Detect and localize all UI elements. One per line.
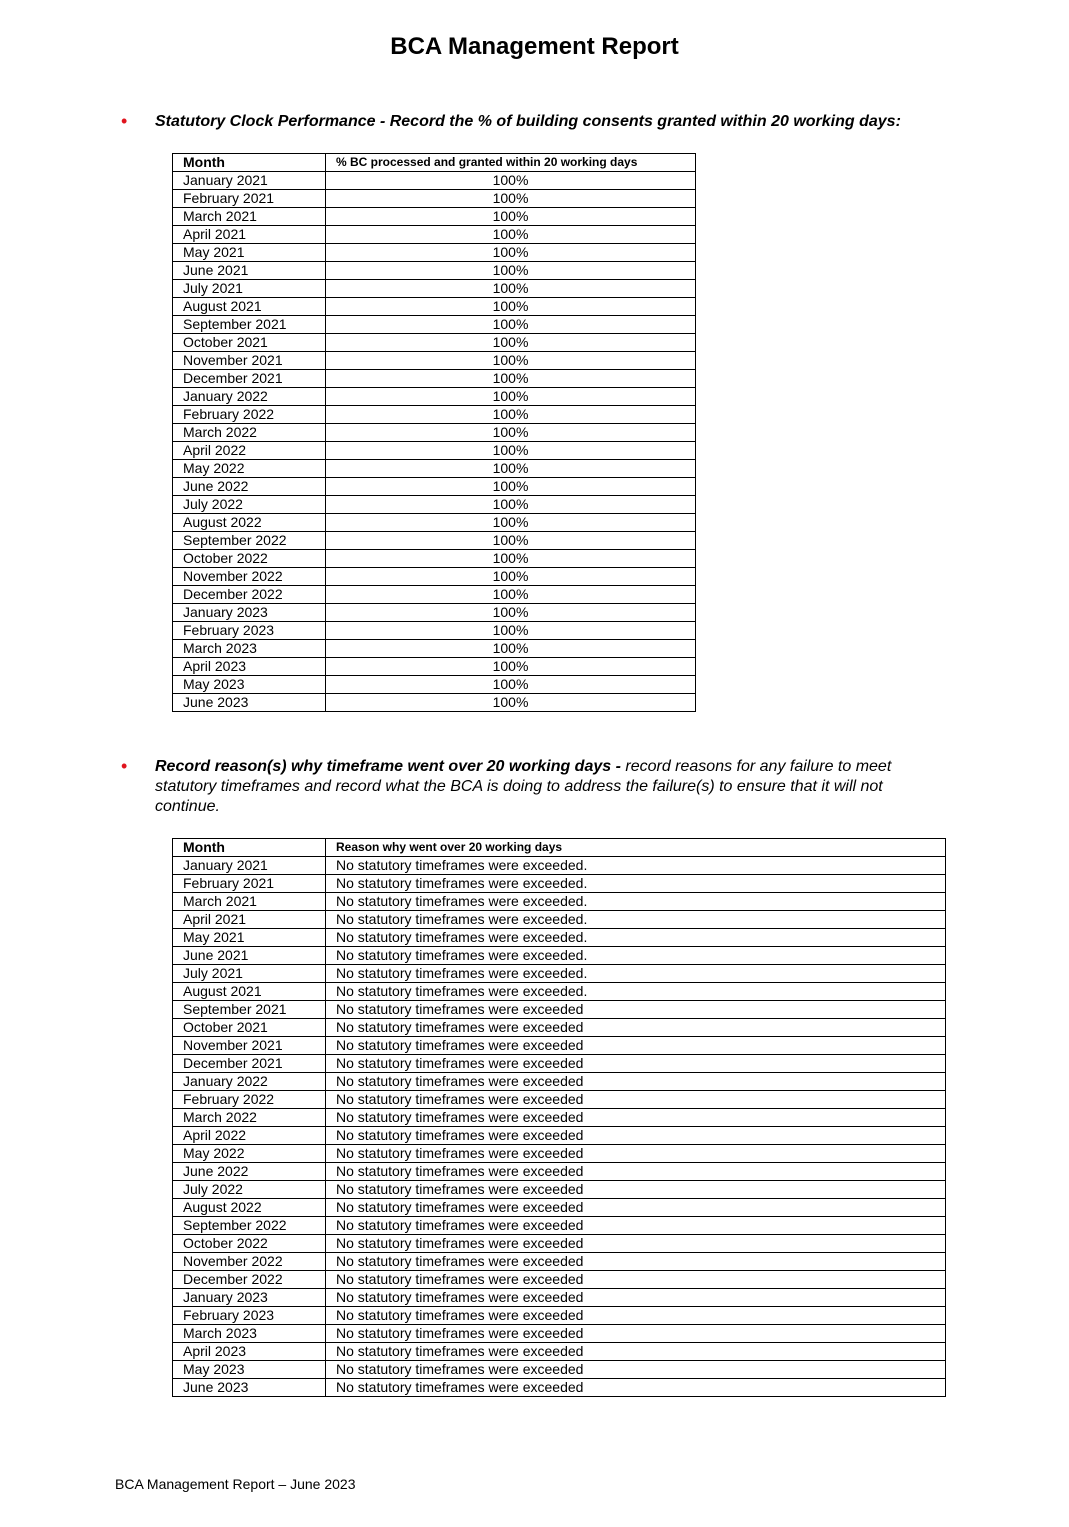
month-cell: April 2022 (173, 442, 326, 460)
percent-cell: 100% (326, 514, 696, 532)
column-header-reason: Reason why went over 20 working days (326, 839, 946, 857)
percent-cell: 100% (326, 280, 696, 298)
percent-cell: 100% (326, 208, 696, 226)
table-row (173, 1091, 946, 1109)
reason-cell: No statutory timeframes were exceeded. (326, 947, 946, 965)
month-cell: June 2022 (173, 478, 326, 496)
table-row (173, 208, 696, 226)
month-cell: January 2022 (173, 388, 326, 406)
month-cell: May 2023 (173, 676, 326, 694)
table-row (173, 694, 696, 712)
percent-cell: 100% (326, 550, 696, 568)
bullet-icon: • (121, 111, 128, 131)
table-row (173, 929, 946, 947)
performance-table-body (173, 172, 696, 712)
table-row (173, 604, 696, 622)
table-row (173, 911, 946, 929)
month-cell: February 2022 (173, 1091, 326, 1109)
reason-cell: No statutory timeframes were exceeded (326, 1073, 946, 1091)
table-row (173, 1361, 946, 1379)
percent-cell: 100% (326, 640, 696, 658)
page-footer: BCA Management Report – June 2023 (115, 1476, 356, 1492)
month-cell: March 2023 (173, 1325, 326, 1343)
reason-cell: No statutory timeframes were exceeded (326, 1109, 946, 1127)
percent-cell: 100% (326, 316, 696, 334)
reason-cell: No statutory timeframes were exceeded (326, 1127, 946, 1145)
percent-cell: 100% (326, 406, 696, 424)
reason-cell: No statutory timeframes were exceeded (326, 1379, 946, 1397)
table-row (173, 190, 696, 208)
month-cell: March 2021 (173, 893, 326, 911)
reason-cell: No statutory timeframes were exceeded (326, 1289, 946, 1307)
table-row (173, 857, 946, 875)
month-cell: February 2023 (173, 1307, 326, 1325)
table-row (173, 442, 696, 460)
table-row (173, 550, 696, 568)
month-cell: June 2022 (173, 1163, 326, 1181)
table-row (173, 460, 696, 478)
percent-cell: 100% (326, 568, 696, 586)
month-cell: October 2021 (173, 1019, 326, 1037)
table-row (173, 532, 696, 550)
percent-cell: 100% (326, 478, 696, 496)
month-cell: January 2023 (173, 604, 326, 622)
month-cell: December 2022 (173, 586, 326, 604)
table-row (173, 1055, 946, 1073)
table-row (173, 424, 696, 442)
month-cell: September 2022 (173, 532, 326, 550)
table-row (173, 352, 696, 370)
month-cell: June 2021 (173, 947, 326, 965)
reason-cell: No statutory timeframes were exceeded (326, 1271, 946, 1289)
table-row (173, 514, 696, 532)
month-cell: March 2023 (173, 640, 326, 658)
table-row (173, 280, 696, 298)
month-cell: February 2021 (173, 190, 326, 208)
percent-cell: 100% (326, 424, 696, 442)
month-cell: March 2021 (173, 208, 326, 226)
table-header-row (173, 839, 946, 857)
table-row (173, 1109, 946, 1127)
table-row (173, 1163, 946, 1181)
reasons-table (172, 838, 946, 1397)
table-row (173, 1127, 946, 1145)
percent-cell: 100% (326, 622, 696, 640)
bullet-icon: • (121, 756, 128, 776)
table-row (173, 478, 696, 496)
percent-cell: 100% (326, 676, 696, 694)
month-cell: April 2021 (173, 226, 326, 244)
month-cell: August 2021 (173, 983, 326, 1001)
month-cell: August 2021 (173, 298, 326, 316)
month-cell: May 2023 (173, 1361, 326, 1379)
month-cell: December 2021 (173, 1055, 326, 1073)
month-cell: February 2023 (173, 622, 326, 640)
percent-cell: 100% (326, 694, 696, 712)
reason-cell: No statutory timeframes were exceeded (326, 1037, 946, 1055)
reason-cell: No statutory timeframes were exceeded. (326, 875, 946, 893)
table-row (173, 1343, 946, 1361)
table-row (173, 586, 696, 604)
month-cell: January 2021 (173, 857, 326, 875)
table-row (173, 244, 696, 262)
table-row (173, 983, 946, 1001)
month-cell: July 2021 (173, 280, 326, 298)
table-row (173, 262, 696, 280)
month-cell: July 2021 (173, 965, 326, 983)
month-cell: March 2022 (173, 1109, 326, 1127)
month-cell: October 2022 (173, 550, 326, 568)
reason-cell: No statutory timeframes were exceeded (326, 1361, 946, 1379)
reason-cell: No statutory timeframes were exceeded (326, 1253, 946, 1271)
month-cell: June 2023 (173, 1379, 326, 1397)
month-cell: May 2022 (173, 1145, 326, 1163)
month-cell: September 2021 (173, 1001, 326, 1019)
percent-cell: 100% (326, 496, 696, 514)
table-row (173, 370, 696, 388)
percent-cell: 100% (326, 658, 696, 676)
month-cell: January 2023 (173, 1289, 326, 1307)
month-cell: May 2021 (173, 929, 326, 947)
table-row (173, 1181, 946, 1199)
percent-cell: 100% (326, 262, 696, 280)
table-row (173, 1037, 946, 1055)
percent-cell: 100% (326, 190, 696, 208)
table-row (173, 1289, 946, 1307)
percent-cell: 100% (326, 298, 696, 316)
section1-heading-text: Statutory Clock Performance - Record the % of building consents granted within 20 working days: (155, 113, 901, 130)
reason-cell: No statutory timeframes were exceeded. (326, 983, 946, 1001)
table-row (173, 658, 696, 676)
table-row (173, 1325, 946, 1343)
performance-table (172, 153, 696, 712)
month-cell: January 2021 (173, 172, 326, 190)
month-cell: June 2021 (173, 262, 326, 280)
month-cell: October 2022 (173, 1235, 326, 1253)
percent-cell: 100% (326, 370, 696, 388)
month-cell: October 2021 (173, 334, 326, 352)
percent-cell: 100% (326, 442, 696, 460)
table-row (173, 1235, 946, 1253)
section2-heading-bold: Record reason(s) why timeframe went over 20 working days - (155, 758, 621, 775)
month-cell: March 2022 (173, 424, 326, 442)
month-cell: February 2021 (173, 875, 326, 893)
reason-cell: No statutory timeframes were exceeded. (326, 929, 946, 947)
month-cell: August 2022 (173, 1199, 326, 1217)
reasons-table-body (173, 857, 946, 1397)
table-row (173, 622, 696, 640)
reason-cell: No statutory timeframes were exceeded (326, 1163, 946, 1181)
reason-cell: No statutory timeframes were exceeded (326, 1199, 946, 1217)
table-row (173, 1145, 946, 1163)
reason-cell: No statutory timeframes were exceeded. (326, 857, 946, 875)
month-cell: April 2021 (173, 911, 326, 929)
table-row (173, 947, 946, 965)
month-cell: May 2021 (173, 244, 326, 262)
month-cell: May 2022 (173, 460, 326, 478)
table-row (173, 1253, 946, 1271)
reason-cell: No statutory timeframes were exceeded (326, 1343, 946, 1361)
section1-heading (155, 112, 975, 132)
table-row (173, 568, 696, 586)
reason-cell: No statutory timeframes were exceeded. (326, 965, 946, 983)
percent-cell: 100% (326, 532, 696, 550)
month-cell: June 2023 (173, 694, 326, 712)
percent-cell: 100% (326, 604, 696, 622)
table-row (173, 1073, 946, 1091)
table-row (173, 406, 696, 424)
table-row (173, 1199, 946, 1217)
reason-cell: No statutory timeframes were exceeded. (326, 911, 946, 929)
column-header-percent: % BC processed and granted within 20 working days (326, 154, 696, 172)
table-row (173, 1379, 946, 1397)
reason-cell: No statutory timeframes were exceeded (326, 1235, 946, 1253)
month-cell: July 2022 (173, 496, 326, 514)
reason-cell: No statutory timeframes were exceeded (326, 1055, 946, 1073)
month-cell: January 2022 (173, 1073, 326, 1091)
month-cell: August 2022 (173, 514, 326, 532)
reason-cell: No statutory timeframes were exceeded (326, 1145, 946, 1163)
reason-cell: No statutory timeframes were exceeded (326, 1325, 946, 1343)
month-cell: November 2021 (173, 352, 326, 370)
month-cell: September 2021 (173, 316, 326, 334)
table-row (173, 1217, 946, 1235)
month-cell: November 2022 (173, 1253, 326, 1271)
table-row (173, 965, 946, 983)
month-cell: December 2022 (173, 1271, 326, 1289)
percent-cell: 100% (326, 226, 696, 244)
reason-cell: No statutory timeframes were exceeded (326, 1001, 946, 1019)
percent-cell: 100% (326, 334, 696, 352)
table-row (173, 676, 696, 694)
table-header-row (173, 154, 696, 172)
section2-heading-rest: record reasons for any failure to meet statutory timeframes and record what the BCA is doing to address the failure(s) to ensure that it will not continue. (155, 758, 892, 815)
month-cell: November 2022 (173, 568, 326, 586)
reason-cell: No statutory timeframes were exceeded (326, 1307, 946, 1325)
reason-cell: No statutory timeframes were exceeded. (326, 893, 946, 911)
table-row (173, 1001, 946, 1019)
reason-cell: No statutory timeframes were exceeded (326, 1217, 946, 1235)
section2-heading (155, 757, 935, 817)
percent-cell: 100% (326, 244, 696, 262)
table-row (173, 298, 696, 316)
month-cell: February 2022 (173, 406, 326, 424)
percent-cell: 100% (326, 388, 696, 406)
month-cell: April 2022 (173, 1127, 326, 1145)
percent-cell: 100% (326, 460, 696, 478)
month-cell: November 2021 (173, 1037, 326, 1055)
reason-cell: No statutory timeframes were exceeded (326, 1091, 946, 1109)
table-row (173, 496, 696, 514)
table-row (173, 1019, 946, 1037)
column-header-month: Month (173, 839, 326, 857)
reason-cell: No statutory timeframes were exceeded (326, 1019, 946, 1037)
month-cell: December 2021 (173, 370, 326, 388)
table-row (173, 334, 696, 352)
table-row (173, 893, 946, 911)
table-row (173, 388, 696, 406)
reason-cell: No statutory timeframes were exceeded (326, 1181, 946, 1199)
table-row (173, 640, 696, 658)
month-cell: April 2023 (173, 658, 326, 676)
month-cell: July 2022 (173, 1181, 326, 1199)
percent-cell: 100% (326, 586, 696, 604)
table-row (173, 875, 946, 893)
column-header-month: Month (173, 154, 326, 172)
percent-cell: 100% (326, 352, 696, 370)
table-row (173, 226, 696, 244)
table-row (173, 1271, 946, 1289)
table-row (173, 316, 696, 334)
table-row (173, 1307, 946, 1325)
month-cell: April 2023 (173, 1343, 326, 1361)
percent-cell: 100% (326, 172, 696, 190)
page-title: BCA Management Report (390, 33, 679, 60)
month-cell: September 2022 (173, 1217, 326, 1235)
table-row (173, 172, 696, 190)
